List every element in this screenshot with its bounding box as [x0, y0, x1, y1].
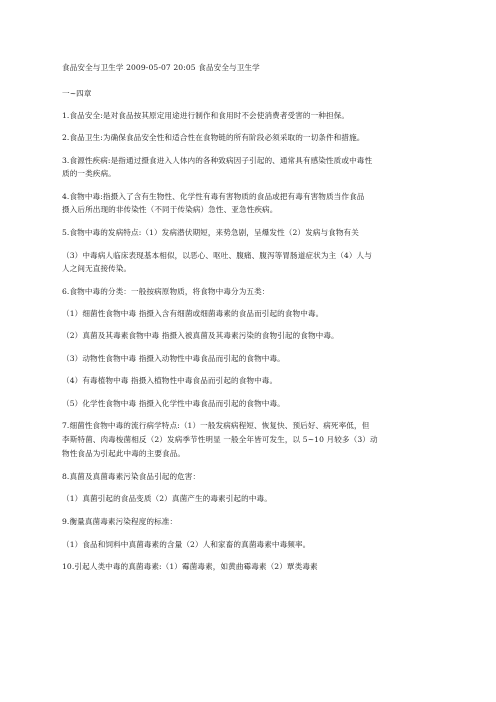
paragraph-line: 10.引起人类中毒的真菌毒素:（1）霉菌毒素，如黄曲霉毒素（2）覃类毒素 [62, 562, 318, 571]
paragraph-line: （1）真菌引起的食品变质（2）真菌产生的毒素引起的中毒。 [62, 494, 272, 503]
paragraph-line: （3）中毒病人临床表现基本相似，以恶心、呕吐、腹痛、腹泻等胃肠道症状为主（4）人与 [62, 251, 372, 260]
paragraph-line: 3.食源性疾病:是指通过摄食进入人体内的各种致病因子引起的、通常具有感染性质或中毒性 [62, 156, 373, 165]
paragraph-line: （1）食品和饲料中真菌毒素的含量（2）人和家畜的真菌毒素中毒频率。 [62, 540, 311, 549]
paragraph-line: 9.衡量真菌毒素污染程度的标准： [62, 517, 178, 526]
paragraph-line: 6.食物中毒的分类：一般按病原物质，将食物中毒分为五类： [62, 287, 270, 296]
paragraph-line: （5）化学性食物中毒 指摄入化学性中毒食品而引起的食物中毒。 [62, 399, 285, 408]
paragraph-line: （4）有毒植物中毒 指摄入植物性中毒食品而引起的食物中毒。 [62, 376, 278, 385]
paragraph-line: 1.食品安全:是对食品按其原定用途进行制作和食用时不会使消费者受害的一种担保。 [62, 111, 350, 120]
paragraph-line: 2.食品卫生:为确保食品安全性和适合性在食物链的所有阶段必须采取的一切条件和措施。 [62, 133, 365, 142]
paragraph-line: （1）细菌性食物中毒 指摄入含有细菌或细菌毒素的食品而引起的食物中毒。 [62, 309, 324, 318]
paragraph-line: （3）动物性食物中毒 指摄入动物性中毒食品而引起的食物中毒。 [62, 354, 285, 363]
paragraph-line: 5.食物中毒的发病特点:（1）发病潜伏期短，来势急剧，呈爆发性（2）发病与食物有关 [62, 228, 359, 237]
chapter-heading: 一~四章 [62, 89, 92, 98]
paragraph-line: 4.食物中毒:指摄入了含有生物性、化学性有毒有害物质的食品或把有毒有害物质当作食品 [62, 192, 365, 201]
paragraph-line: 人之间无直接传染。 [62, 264, 132, 273]
paragraph-line: 质的一类疾病。 [62, 169, 116, 178]
paragraph-line: 8.真菌及真菌毒素污染食品引起的危害： [62, 472, 201, 481]
paragraph-line: 物性食品为引起此中毒的主要食品。 [62, 449, 186, 458]
paragraph-line: 7.细菌性食物中毒的流行病学特点:（1）一般发病病程短、恢复快、预后好、病死率低，但 [62, 421, 370, 430]
document-header: 食品安全与卫生学 2009-05-07 20:05 食品安全与卫生学 [62, 63, 260, 72]
paragraph-line: 摄入后所出现的非传染性（不同于传染病）急性、亚急性疾病。 [62, 205, 278, 214]
paragraph-line: （2）真菌及其毒素食物中毒 指摄入被真菌及其毒素污染的食物引起的食物中毒。 [62, 331, 339, 340]
paragraph-line: 李斯特菌、肉毒梭菌相反（2）发病季节性明显 一般全年皆可发生，以 5~10 月较多（3）动 [62, 435, 378, 444]
